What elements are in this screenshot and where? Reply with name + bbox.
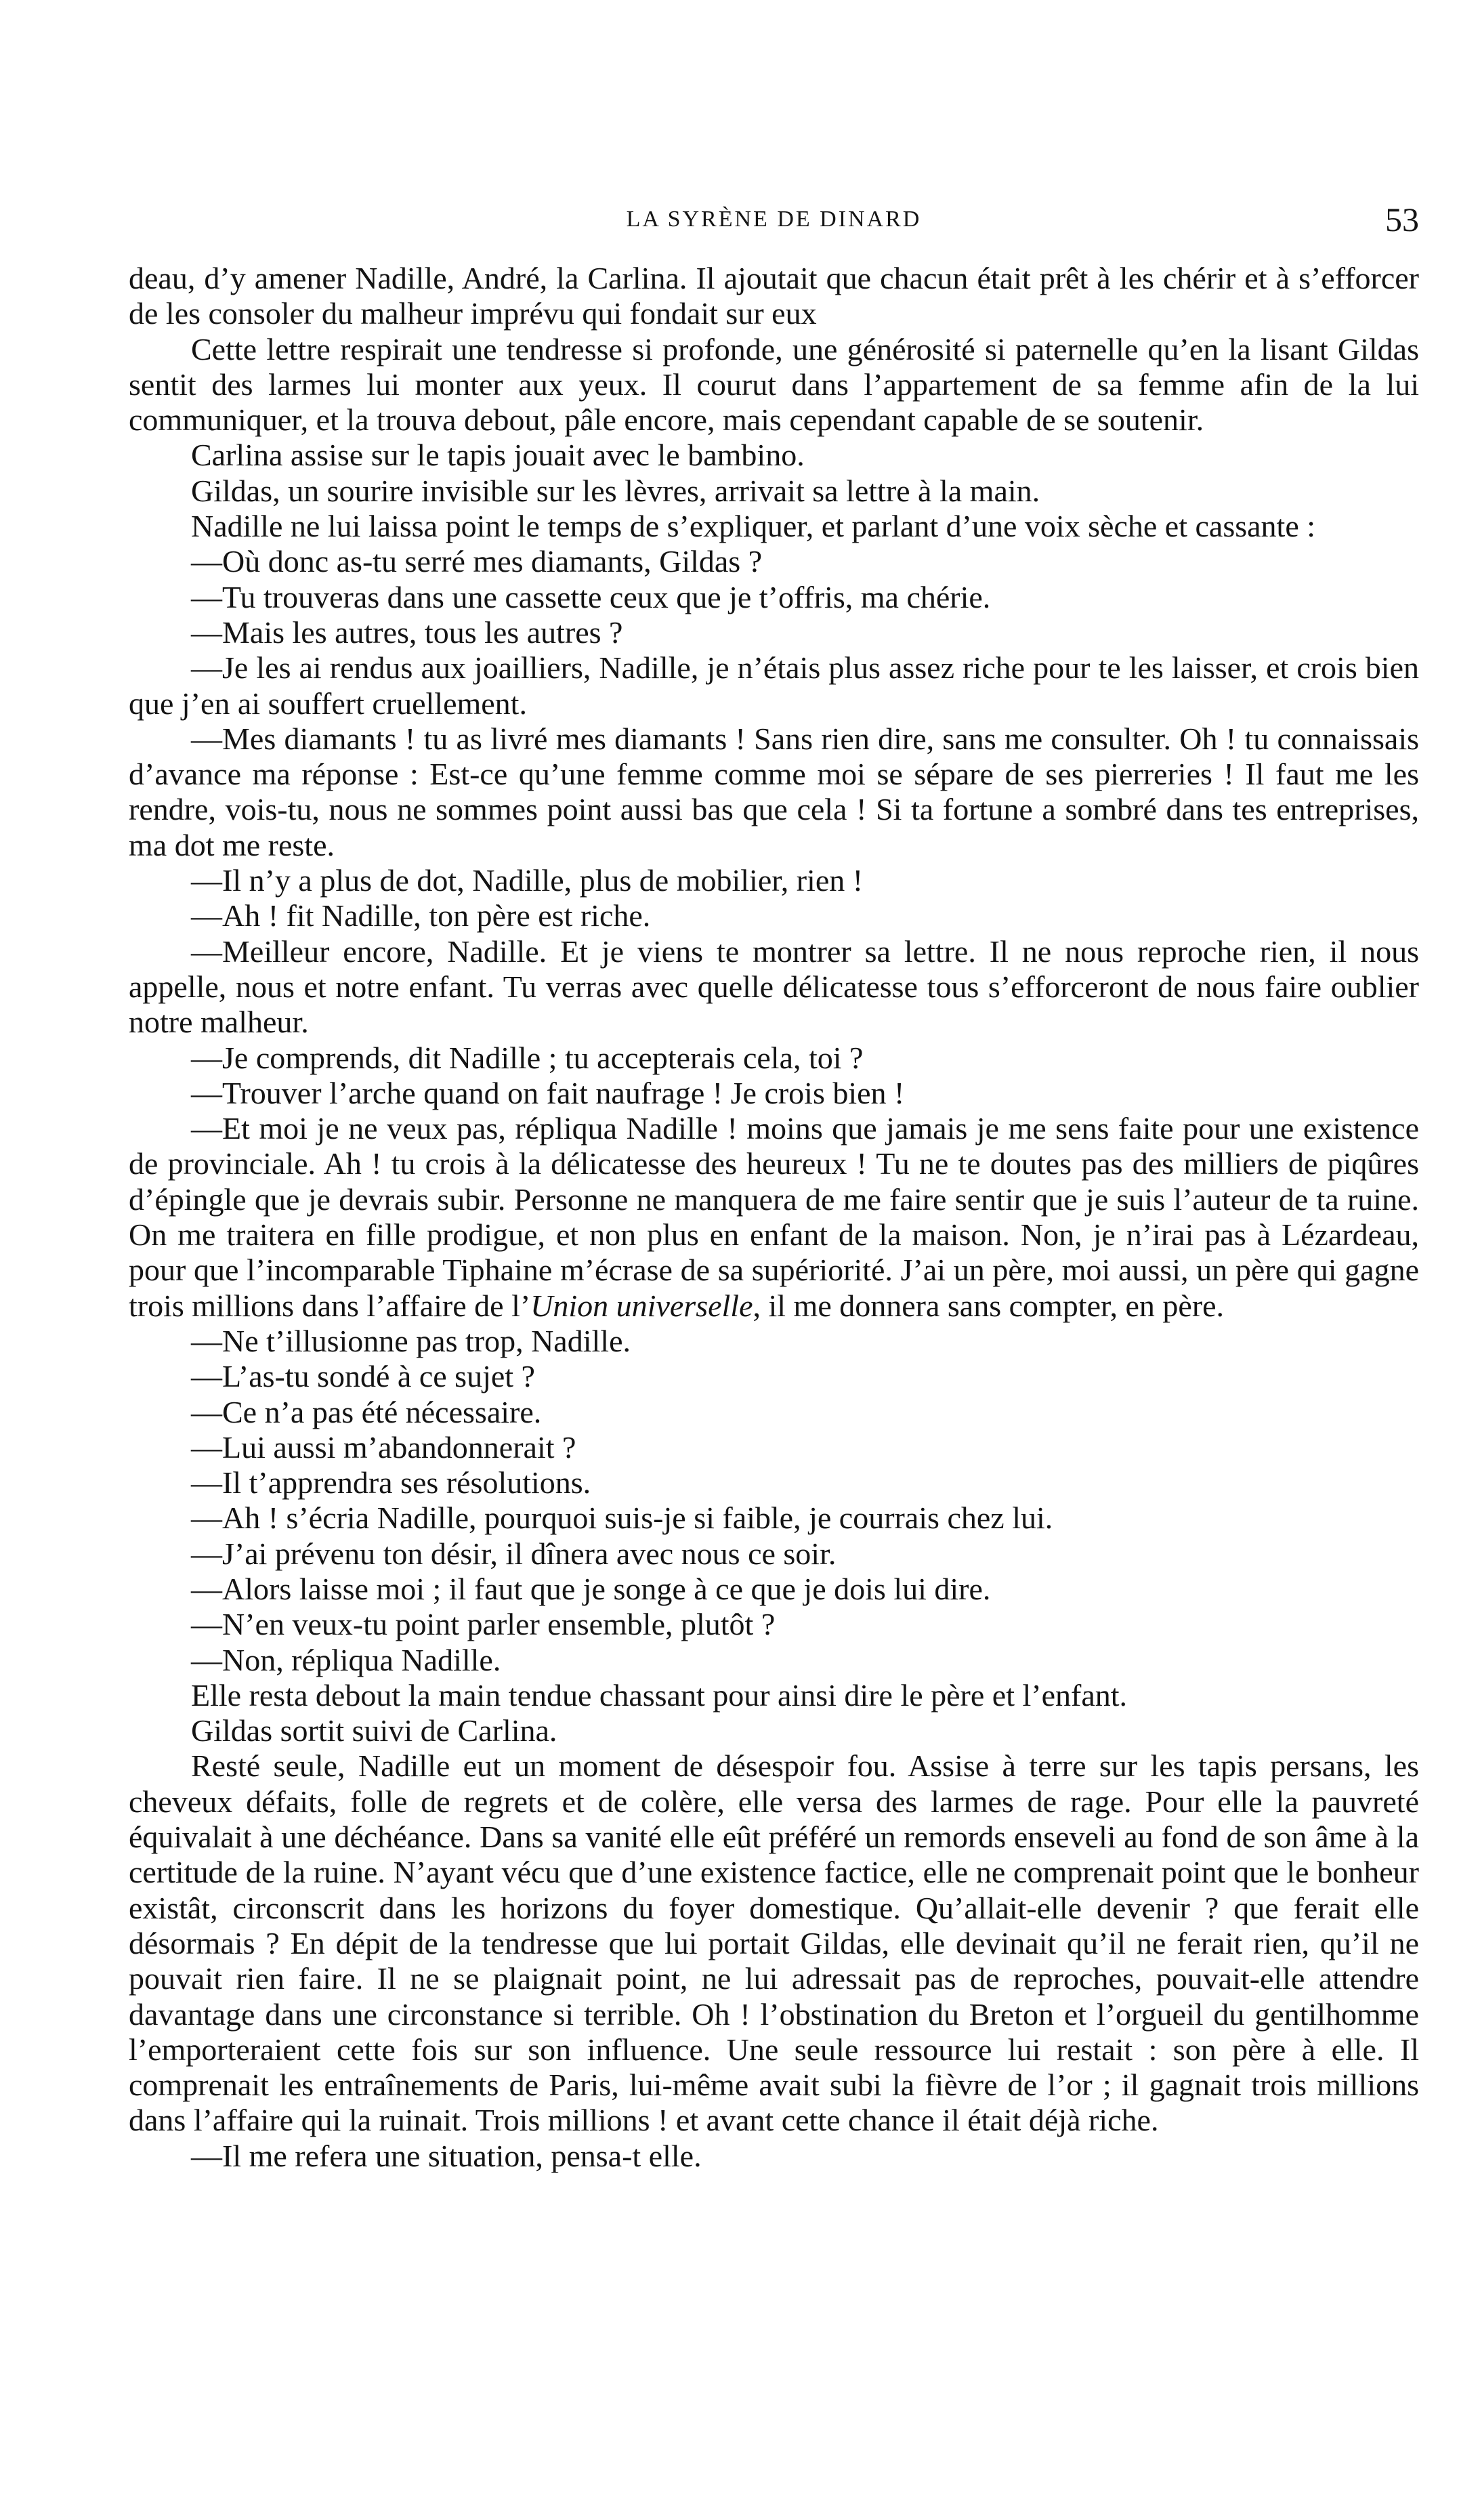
dialogue-line: —N’en veux-tu point parler ensemble, plutôt ? [191, 1607, 776, 1642]
paragraph: Resté seule, Nadille eut un moment de désespoir fou. Assise à terre sur les tapis persans, les cheveux défaits, folle de regrets et de colère, elle versa des larmes de rage. Pour elle la pauvreté équivalait à une déchéance. Dans sa vanité elle eût préféré un remords enseveli au fond de son âme à la certitude de la ruine. N’ayant vécu que d’une existence factice, elle ne comprenait point que le bonheur existât, circonscrit dans les horizons du foyer domestique. Qu’allait-elle devenir ? que ferait elle désormais ? En dépit de la tendresse que lui portait Gildas, elle devinait qu’il ne ferait rien, qu’il ne pouvait rien faire. Il ne se plaignait point, ne lui adressait pas de reproches, pouvait-elle attendre davantage dans une circonstance si terrible. Oh ! l’obstination du Breton et l’orgueil du gentilhomme l’emporteraient cette fois sur son influence. Une seule ressource lui restait : son père à elle. Il comprenait les entraînements de Paris, lui-même avait subi la fièvre de l’or ; il gagnait trois millions dans l’affaire qui la ruinait. Trois millions ! et avant cette chance il était déjà riche. [129, 1748, 1419, 2138]
dialogue-line: —Je les ai rendus aux joailliers, Nadille, je n’étais plus assez riche pour te les laisser, et crois bien que j’en ai souffert cruellement. [129, 650, 1419, 721]
paragraph: Cette lettre respirait une tendresse si profonde, une générosité si paternelle qu’en la lisant Gildas sentit des larmes lui monter aux yeux. Il courut dans l’appartement de sa femme afin de la lui communiquer, et la trouva debout, pâle encore, mais cependant capable de se soutenir. [129, 331, 1419, 438]
italic-title: Union universelle [530, 1288, 753, 1323]
dialogue-line: —Où donc as-tu serré mes diamants, Gildas ? [191, 544, 763, 579]
text-span: —Et moi je ne veux pas, répliqua Nadille ! moins que jamais je me sens faite pour une existence de provinciale. Ah ! tu crois à la délicatesse des heureux ! Tu ne te doutes pas des milliers de piqûres d’épingle que je devrais subir. Personne ne manquera de me faire sentir que je suis l’auteur de ta ruine. On me traitera en fille prodigue, et non plus en enfant de la maison. Non, je n’irai pas à Lézardeau, pour que l’incomparable Tiphaine m’écrase de sa supériorité. J’ai un père, moi aussi, un père qui gagne trois millions dans l’affaire de l’ [129, 1111, 1419, 1323]
dialogue-line: —Je comprends, dit Nadille ; tu accepterais cela, toi ? [191, 1040, 864, 1075]
dialogue-line: —Ah ! s’écria Nadille, pourquoi suis-je si faible, je courrais chez lui. [191, 1500, 1053, 1536]
paragraph: Gildas, un sourire invisible sur les lèvres, arrivait sa lettre à la main. [191, 473, 1040, 508]
dialogue-line [129, 1111, 1419, 1324]
dialogue-line: —J’ai prévenu ton désir, il dînera avec nous ce soir. [191, 1536, 837, 1571]
dialogue-line: —Il n’y a plus de dot, Nadille, plus de mobilier, rien ! [191, 863, 864, 898]
page-number: 53 [1385, 201, 1419, 238]
dialogue-line: —Ne t’illusionne pas trop, Nadille. [191, 1323, 631, 1358]
running-title: LA SYRÈNE DE DINARD [626, 207, 922, 232]
paragraph: Gildas sortit suivi de Carlina. [191, 1713, 557, 1748]
page-header [129, 200, 1419, 240]
dialogue-line: —Trouver l’arche quand on fait naufrage ! Je crois bien ! [191, 1075, 905, 1110]
body-text [129, 261, 1419, 2174]
dialogue-line: —Mes diamants ! tu as livré mes diamants ! Sans rien dire, sans me consulter. Oh ! tu connaissais d’avance ma réponse : Est-ce qu’une femme comme moi se sépare de ses pierreries ! Il faut me les rendre, vois-tu, nous ne sommes point aussi bas que cela ! Si ta fortune a sombré dans tes entreprises, ma dot me reste. [129, 721, 1419, 862]
dialogue-line: —Meilleur encore, Nadille. Et je viens te montrer sa lettre. Il ne nous reproche rien, il nous appelle, nous et notre enfant. Tu verras avec quelle délicatesse tous s’efforceront de nous faire oublier notre malheur. [129, 933, 1419, 1040]
paragraph: deau, d’y amener Nadille, André, la Carlina. Il ajoutait que chacun était prêt à les chérir et à s’efforcer de les consoler du malheur imprévu qui fondait sur eux [129, 261, 1419, 331]
dialogue-line: —Mais les autres, tous les autres ? [191, 614, 623, 650]
dialogue-line: —Il t’apprendra ses résolutions. [191, 1465, 591, 1500]
dialogue-line: —Alors laisse moi ; il faut que je songe à ce que je dois lui dire. [191, 1571, 991, 1606]
dialogue-line: —Lui aussi m’abandonnerait ? [191, 1429, 576, 1465]
paragraph: Nadille ne lui laissa point le temps de s’expliquer, et parlant d’une voix sèche et cassante : [191, 509, 1316, 544]
dialogue-line: —Il me refera une situation, pensa-t elle. [191, 2138, 702, 2173]
dialogue-line: —Ce n’a pas été nécessaire. [191, 1394, 542, 1429]
dialogue-line: —Tu trouveras dans une cassette ceux que je t’offris, ma chérie. [191, 579, 991, 614]
text-span: , il me donnera sans compter, en père. [753, 1288, 1225, 1323]
dialogue-line: —Ah ! fit Nadille, ton père est riche. [191, 898, 651, 933]
paragraph: Elle resta debout la main tendue chassant pour ainsi dire le père et l’enfant. [191, 1677, 1128, 1713]
paragraph: Carlina assise sur le tapis jouait avec le bambino. [191, 438, 805, 473]
dialogue-line: —Non, répliqua Nadille. [191, 1642, 501, 1677]
dialogue-line: —L’as-tu sondé à ce sujet ? [191, 1359, 535, 1394]
